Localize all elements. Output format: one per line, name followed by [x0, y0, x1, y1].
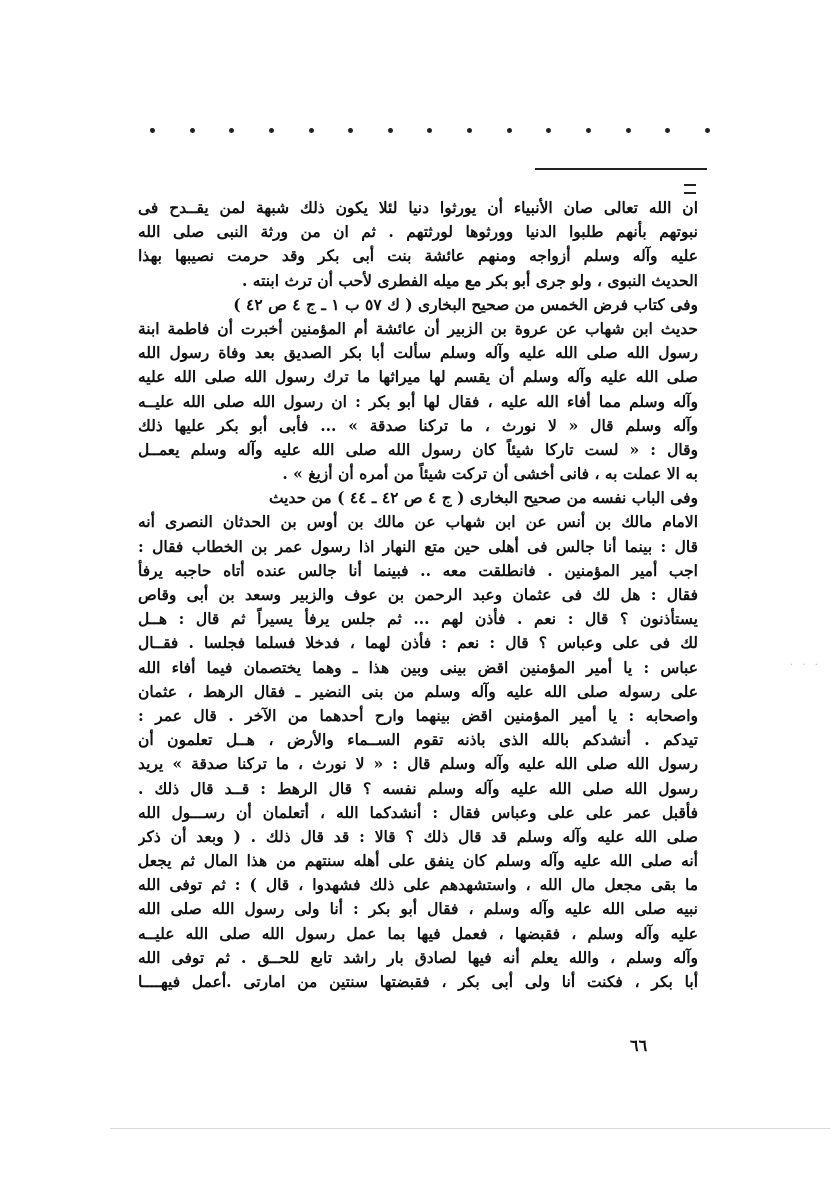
ornament-dot: [348, 128, 353, 133]
ornament-dot: [467, 128, 472, 133]
ornament-dot: [586, 128, 591, 133]
ornament-dot: [427, 128, 432, 133]
text-line: الامام مالك بن أنس عن ابن شهاب عن مالك بن أوس بن الحدثان النصرى أنه: [138, 512, 698, 532]
text-line: نبوتهم بأنهم طلبوا الدنيا وورثوها لورثتهم . ثم ان من ورثة النبى صلى الله: [138, 222, 698, 242]
ornament-dot: [150, 128, 155, 133]
text-line: على رسوله صلى الله عليه وآله وسلم من بنى النضير ـ فقال الرهط ، عثمان: [138, 681, 698, 701]
text-line: عليه وآله وسلم أزواجه ومنهم عائشة بنت أبى بكر وقد حرمت نصيبها بهذا: [138, 246, 698, 266]
text-line: الحديث النبوى ، ولو جرى أبو بكر مع ميله الفطرى لأحب أن ترث ابنته .: [241, 270, 698, 290]
ornament-dot: [705, 128, 710, 133]
ornament-dot: [229, 128, 234, 133]
text-line: اجب أمير المؤمنين . فانطلقت معه .. فبينما أنا جالس عنده أتاه حاجبه يرفأ: [138, 560, 698, 580]
text-line: تيدكم . أنشدكم بالله الذى باذنه تقوم الســماء والأرض ، هــل تعلمون أن: [138, 730, 698, 750]
text-line: واصحابه : يا أمير المؤمنين اقض بينهما وارح أحدهما من الآخر . قال عمر :: [138, 705, 698, 725]
text-line: عباس : يا أمير المؤمنين اقض بينى وبين هذا ـ وهما يختصمان فيما أفاء الله: [138, 657, 698, 677]
header-rule: [535, 168, 707, 170]
text-line: ان الله تعالى صان الأنبياء أن يورثوا دنيا لئلا يكون ذلك شبهة لمن يقــدح فى: [138, 198, 698, 217]
text-line: حديث ابن شهاب عن عروة بن الزبير أن عائشة أم المؤمنين أخبرت أن فاطمة ابنة: [138, 318, 698, 338]
ornamental-dot-row: [150, 118, 710, 142]
ornament-dot: [507, 128, 512, 133]
footnote-marker: [684, 184, 696, 194]
ornament-dot: [665, 128, 670, 133]
ornament-dot: [269, 128, 274, 133]
ornament-dot: [190, 128, 195, 133]
text-line: وقال : « لست تاركا شيئاً كان رسول الله صلى الله عليه وآله وسلم يعمــل: [138, 439, 698, 459]
text-line: رسول الله صلى الله عليه وآله وسلم سألت أبا بكر الصديق بعد وفاة رسول الله: [138, 343, 698, 363]
text-line: أبا بكر ، فكنت أنا ولى أبى بكر ، فقبضتها سنتين من امارتى .أعمل فيهــــا: [138, 972, 698, 991]
page-number: ٦٦: [630, 1036, 648, 1055]
text-line: عليه وآله وسلم ، فقبضها ، فعمل فيها بما عمل رسول الله صلى الله عليــه: [138, 923, 698, 943]
text-line: فقال : هل لك فى عثمان وعبد الرحمن بن عوف والزبير وسعد بن أبى وقاص: [138, 585, 698, 604]
text-line: وآله وسلم قال « لا نورث ، ما تركنا صدقة » ... فأبى أبو بكر عليها ذلك: [138, 415, 698, 435]
text-line: وآله وسلم ، والله يعلم أنه فيها لصادق بار راشد تابع للحــق . ثم توفى الله: [138, 947, 698, 967]
text-line: لك فى على وعباس ؟ قال : نعم : فأذن لهما ، فدخلا فسلما فجلسا . فقــال: [138, 633, 698, 653]
text-line: ما بقى مجعل مال الله ، واستشهدهم على ذلك فشهدوا ، قال ) : ثم توفى الله: [138, 875, 698, 895]
text-line: صلى الله عليه وآله وسلم أن يقسم لها ميراثها ما ترك رسول الله صلى الله عليه: [138, 367, 698, 387]
text-line: أنه صلى الله عليه وآله وسلم كان ينفق على أهله سنتهم من هذا المال ثم يجعل: [138, 851, 698, 871]
body-text: [138, 196, 698, 994]
text-line: وفى الباب نفسه من صحيح البخارى ( ج ٤ ص ٤٢ ـ ٤٤ ) من حديث: [268, 488, 698, 508]
scan-edge-line: [110, 1128, 830, 1129]
text-line: وآله وسلم مما أفاء الله عليه ، فقال لها أبو بكر : ان رسول الله صلى الله عليــه: [138, 391, 698, 411]
text-line: يستأذنون ؟ قال : نعم . فأذن لهم ... ثم جلس يرفأ يسيراً ثم قال : هــل: [138, 609, 698, 629]
text-line: رسول الله صلى الله عليه وآله وسلم قال : « لا نورث ، ما تركنا صدقة » يريد: [138, 754, 698, 774]
text-line: وفى كتاب فرض الخمس من صحيح البخارى ( ك ٥٧ ب ١ ـ ج ٤ ص ٤٢ ): [233, 294, 698, 314]
ornament-dot: [626, 128, 631, 133]
text-line: صلى الله عليه وآله وسلم قد قال ذلك ؟ قالا : قد قال ذلك . ( وبعد أن ذكر: [138, 826, 698, 846]
ornament-dot: [546, 128, 551, 133]
text-line: نبيه صلى الله عليه وآله وسلم ، فقال أبو بكر : أنا ولى رسول الله صلى الله: [138, 899, 698, 919]
ornament-dot: [388, 128, 393, 133]
text-line: رسول الله صلى الله عليه وآله وسلم نفسه ؟ قال الرهط : قــد قال ذلك .: [138, 778, 698, 798]
ornament-dot: [309, 128, 314, 133]
text-line: به الا عملت به ، فانى أخشى أن تركت شيئاً من أمره أن أزيغ » .: [282, 464, 698, 484]
text-line: قال : بينما أنا جالس فى أهلى حين متع النهار اذا رسول عمر بن الخطاب فقال :: [138, 536, 698, 556]
text-line: فأقبل عمر على على وعباس فقال : أنشدكما الله ، أتعلمان أن رســـول الله: [138, 802, 698, 822]
margin-specks: · · ·: [790, 660, 821, 671]
